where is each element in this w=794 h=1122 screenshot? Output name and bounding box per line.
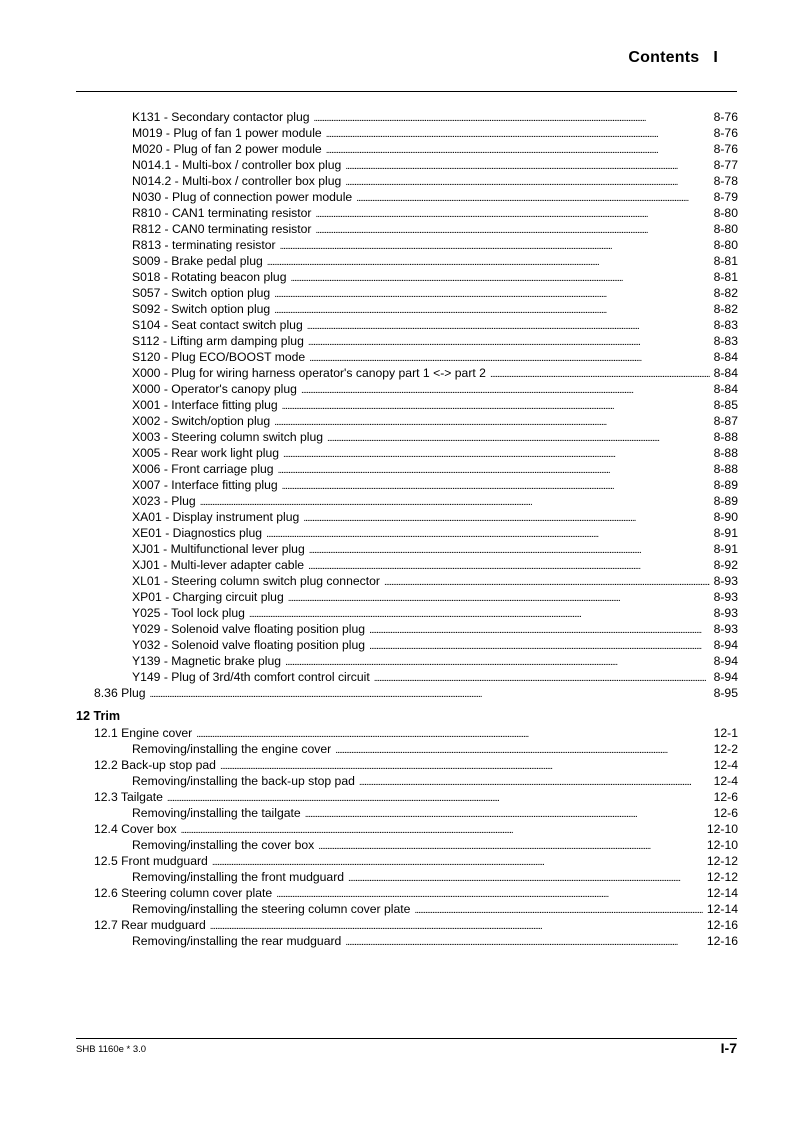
toc-entry-page: 12-12	[706, 870, 738, 884]
toc-entry[interactable]	[76, 637, 738, 653]
toc-entry[interactable]	[76, 621, 738, 637]
toc-entry[interactable]	[76, 157, 738, 173]
toc-entry[interactable]	[76, 333, 738, 349]
toc-entry-page: 8-81	[713, 254, 738, 268]
toc-entry-title: S009 - Brake pedal plug	[132, 254, 263, 268]
toc-entry-page: 12-2	[713, 742, 738, 756]
header-divider	[76, 91, 737, 92]
toc-entry-title: XJ01 - Multifunctional lever plug	[132, 542, 305, 556]
toc-entry-title: X023 - Plug	[132, 494, 196, 508]
toc-entry-title: X005 - Rear work light plug	[132, 446, 279, 460]
toc-entry-page: 8-80	[713, 206, 738, 220]
toc-entry-title: X006 - Front carriage plug	[132, 462, 274, 476]
toc-entry-title: N030 - Plug of connection power module	[132, 190, 353, 204]
toc-entry[interactable]	[76, 477, 738, 493]
toc-entry[interactable]	[76, 397, 738, 413]
toc-entry-page: 8-84	[713, 382, 738, 396]
toc-entry-page: 8-93	[713, 574, 738, 588]
toc-entry-title: XJ01 - Multi-lever adapter cable	[132, 558, 305, 572]
document-code: SHB 1160e * 3.0	[76, 1044, 147, 1055]
toc-entry-title: Removing/installing the engine cover	[132, 742, 332, 756]
toc-entry[interactable]	[76, 461, 738, 477]
toc-entry-title: 12.2 Back-up stop pad	[94, 758, 216, 772]
toc-entry-title: XL01 - Steering column switch plug connector	[132, 574, 380, 588]
toc-entry-page: 8-94	[713, 670, 738, 684]
toc-entry-page: 8-84	[713, 366, 738, 380]
toc-entry-page: 8-94	[713, 638, 738, 652]
toc-entry-page: 8-88	[713, 446, 738, 460]
toc-entry-title: 8.36 Plug	[94, 686, 146, 700]
toc-entry-page: 8-88	[713, 462, 738, 476]
toc-entry-page: 8-95	[713, 686, 738, 700]
toc-entry-title: Removing/installing the cover box	[132, 838, 315, 852]
toc-entry-title: R810 - CAN1 terminating resistor	[132, 206, 312, 220]
toc-entry[interactable]	[76, 933, 738, 949]
toc-entry[interactable]	[76, 125, 738, 141]
toc-entry[interactable]	[76, 109, 738, 125]
toc-entry-title: M019 - Plug of fan 1 power module	[132, 126, 322, 140]
toc-entry-page: 12-1	[713, 726, 738, 740]
toc-section-8	[76, 109, 738, 701]
page-header	[628, 49, 718, 67]
toc-entry[interactable]	[76, 381, 738, 397]
toc-dot-leader	[150, 685, 710, 703]
toc-entry[interactable]	[76, 725, 738, 741]
toc-entry[interactable]	[76, 885, 738, 901]
toc-entry-title: Removing/installing the front mudguard	[132, 870, 345, 884]
toc-entry-title: X003 - Steering column switch plug	[132, 430, 324, 444]
toc-entry-page: 8-91	[713, 526, 738, 540]
toc-entry-title: R813 - terminating resistor	[132, 238, 276, 252]
toc-entry-page: 8-76	[713, 110, 738, 124]
toc-entry-page: 8-85	[713, 398, 738, 412]
toc-entry-title: Y139 - Magnetic brake plug	[132, 654, 282, 668]
toc-entry-page: 8-89	[713, 494, 738, 508]
toc-entry-title: N014.1 - Multi-box / controller box plug	[132, 158, 342, 172]
toc-entry-title: XA01 - Display instrument plug	[132, 510, 300, 524]
toc-entry[interactable]	[76, 757, 738, 773]
toc-entry-title: X001 - Interface fitting plug	[132, 398, 278, 412]
toc-entry-page: 12-14	[706, 902, 738, 916]
toc-entry-title: 12.6 Steering column cover plate	[94, 886, 273, 900]
toc-entry-page: 8-93	[713, 590, 738, 604]
toc-entry[interactable]	[76, 253, 738, 269]
toc-entry-page: 12-16	[706, 934, 738, 948]
toc-entry[interactable]	[76, 173, 738, 189]
toc-entry-title: S104 - Seat contact switch plug	[132, 318, 303, 332]
toc-entry-title: Removing/installing the back-up stop pad	[132, 774, 355, 788]
toc-entry-page: 12-10	[706, 838, 738, 852]
toc-entry-page: 12-16	[706, 918, 738, 932]
toc-entry[interactable]	[76, 557, 738, 573]
toc-entry-title: N014.2 - Multi-box / controller box plug	[132, 174, 342, 188]
toc-entry[interactable]	[76, 853, 738, 869]
toc-entry[interactable]	[76, 573, 738, 589]
toc-entry-page: 8-77	[713, 158, 738, 172]
toc-entry[interactable]	[76, 901, 738, 917]
toc-entry[interactable]	[76, 805, 738, 821]
toc-entry-page: 8-82	[713, 302, 738, 316]
toc-entry-page: 8-87	[713, 414, 738, 428]
toc-entry-title: X000 - Plug for wiring harness operator's canopy part 1 <-> part 2	[132, 366, 486, 380]
toc-entry-title: S092 - Switch option plug	[132, 302, 271, 316]
page-number: I-7	[720, 1040, 737, 1056]
toc-entry[interactable]	[76, 605, 738, 621]
toc-entry[interactable]	[76, 525, 738, 541]
toc-entry[interactable]	[76, 821, 738, 837]
toc-entry-page: 12-4	[713, 758, 738, 772]
toc-entry-title: Y149 - Plug of 3rd/4th comfort control circuit	[132, 670, 370, 684]
toc-entry[interactable]	[76, 189, 738, 205]
toc-entry-title: M020 - Plug of fan 2 power module	[132, 142, 322, 156]
toc-entry[interactable]	[76, 429, 738, 445]
toc-entry-page: 12-6	[713, 806, 738, 820]
toc-entry-title: X000 - Operator's canopy plug	[132, 382, 297, 396]
toc-entry[interactable]	[76, 653, 738, 669]
toc-entry-page: 8-78	[713, 174, 738, 188]
toc-entry[interactable]	[76, 221, 738, 237]
toc-entry-page: 12-12	[706, 854, 738, 868]
toc-entry[interactable]	[76, 493, 738, 509]
toc-entry-title: Y025 - Tool lock plug	[132, 606, 245, 620]
toc-entry[interactable]	[76, 789, 738, 805]
toc-entry[interactable]	[76, 237, 738, 253]
toc-entry[interactable]	[76, 269, 738, 285]
toc-entry[interactable]	[76, 669, 738, 685]
toc-entry-title: K131 - Secondary contactor plug	[132, 110, 310, 124]
toc-entry-page: 12-4	[713, 774, 738, 788]
toc-entry-page: 8-76	[713, 126, 738, 140]
toc-entry-title: XP01 - Charging circuit plug	[132, 590, 284, 604]
toc-entry[interactable]	[76, 141, 738, 157]
toc-entry-title: Removing/installing the tailgate	[132, 806, 301, 820]
toc-entry[interactable]	[76, 365, 738, 381]
toc-entry[interactable]	[76, 205, 738, 221]
toc-entry-title: X007 - Interface fitting plug	[132, 478, 278, 492]
toc-entry-page: 8-93	[713, 622, 738, 636]
toc-entry-title: 12.5 Front mudguard	[94, 854, 208, 868]
toc-entry-page: 8-80	[713, 238, 738, 252]
toc-entry-page: 8-84	[713, 350, 738, 364]
toc-entry-page: 8-90	[713, 510, 738, 524]
toc-section-12	[76, 725, 738, 949]
toc-entry[interactable]	[76, 301, 738, 317]
toc-entry-title: Removing/installing the rear mudguard	[132, 934, 342, 948]
toc-dot-leader	[345, 933, 702, 951]
toc-entry-page: 12-14	[706, 886, 738, 900]
toc-entry-title: R812 - CAN0 terminating resistor	[132, 222, 312, 236]
toc-entry[interactable]	[76, 285, 738, 301]
chapter-heading: 12 Trim	[76, 709, 121, 723]
toc-entry-title: S112 - Lifting arm damping plug	[132, 334, 304, 348]
toc-entry[interactable]	[76, 445, 738, 461]
toc-entry[interactable]	[76, 349, 738, 365]
toc-entry-title: 12.1 Engine cover	[94, 726, 193, 740]
toc-entry-page: 8-88	[713, 430, 738, 444]
toc-entry-page: 12-6	[713, 790, 738, 804]
toc-entry-page: 8-79	[713, 190, 738, 204]
toc-entry-title: S057 - Switch option plug	[132, 286, 271, 300]
toc-entry-title: Y029 - Solenoid valve floating position plug	[132, 622, 366, 636]
toc-entry-title: 12.4 Cover box	[94, 822, 177, 836]
header-section: I	[713, 49, 718, 66]
toc-entry-title: S120 - Plug ECO/BOOST mode	[132, 350, 306, 364]
table-of-contents	[76, 109, 738, 949]
toc-entry-page: 8-89	[713, 478, 738, 492]
toc-entry-title: S018 - Rotating beacon plug	[132, 270, 287, 284]
toc-entry-page: 8-83	[713, 334, 738, 348]
toc-entry-page: 8-83	[713, 318, 738, 332]
toc-entry-page: 8-76	[713, 142, 738, 156]
toc-entry[interactable]	[76, 317, 738, 333]
toc-entry-page: 8-91	[713, 542, 738, 556]
toc-entry-page: 8-81	[713, 270, 738, 284]
toc-entry[interactable]	[76, 541, 738, 557]
toc-entry[interactable]	[76, 685, 738, 701]
toc-entry[interactable]	[76, 837, 738, 853]
toc-entry-title: 12.3 Tailgate	[94, 790, 163, 804]
toc-entry-page: 8-92	[713, 558, 738, 572]
toc-entry[interactable]	[76, 869, 738, 885]
toc-entry[interactable]	[76, 917, 738, 933]
toc-entry-title: X002 - Switch/option plug	[132, 414, 271, 428]
toc-entry-title: Y032 - Solenoid valve floating position plug	[132, 638, 366, 652]
toc-entry-title: Removing/installing the steering column cover plate	[132, 902, 411, 916]
toc-entry-title: 12.7 Rear mudguard	[94, 918, 206, 932]
toc-entry[interactable]	[76, 589, 738, 605]
footer-divider	[76, 1038, 737, 1039]
toc-entry[interactable]	[76, 773, 738, 789]
toc-entry-title: XE01 - Diagnostics plug	[132, 526, 263, 540]
toc-entry-page: 8-93	[713, 606, 738, 620]
toc-entry[interactable]	[76, 509, 738, 525]
toc-entry-page: 8-94	[713, 654, 738, 668]
toc-entry[interactable]	[76, 741, 738, 757]
toc-entry[interactable]	[76, 413, 738, 429]
toc-entry-page: 8-80	[713, 222, 738, 236]
toc-entry-page: 12-10	[706, 822, 738, 836]
toc-entry-page: 8-82	[713, 286, 738, 300]
header-title: Contents	[628, 49, 700, 66]
